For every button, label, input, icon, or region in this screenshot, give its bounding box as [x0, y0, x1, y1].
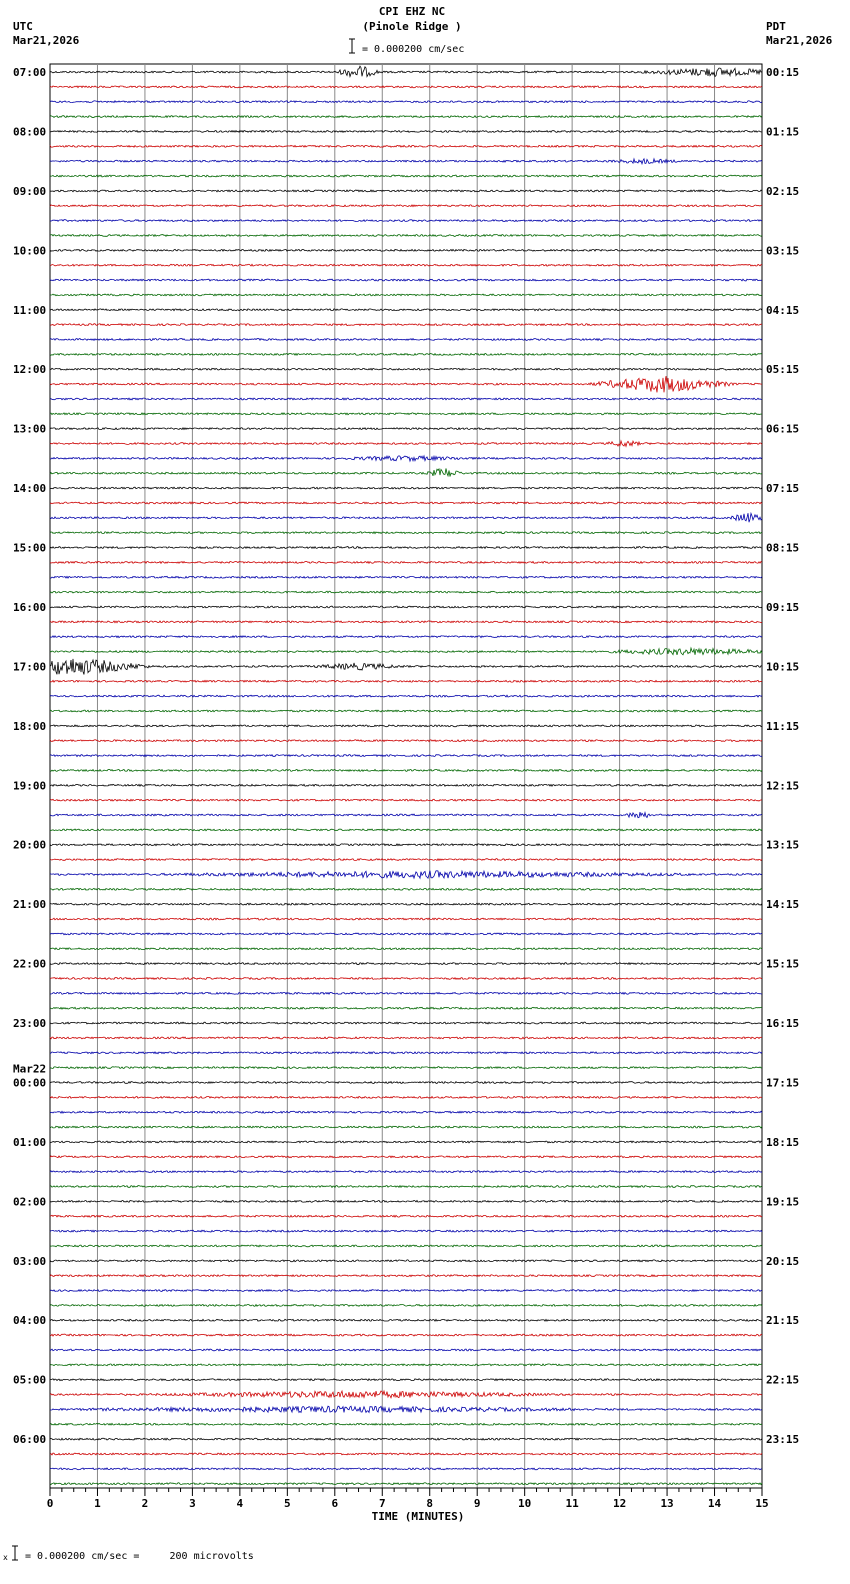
trace-41: [50, 680, 762, 682]
trace-45: [50, 740, 762, 742]
utc-hour-label: 17:00: [13, 660, 47, 674]
x-tick-label: 15: [755, 1497, 769, 1510]
trace-88: [50, 1379, 762, 1381]
scale-label: = 0.000200 cm/sec: [362, 44, 465, 55]
utc-hour-label: 14:00: [13, 482, 47, 496]
trace-35: [50, 591, 762, 593]
trace-22: [50, 398, 762, 400]
trace-90: [50, 1406, 762, 1412]
trace-9: [50, 205, 762, 207]
trace-1: [50, 86, 762, 88]
trace-72: [50, 1141, 762, 1143]
trace-87: [50, 1364, 762, 1366]
trace-36: [50, 606, 762, 608]
trace-51: [50, 829, 762, 831]
pdt-hour-labels: [766, 66, 799, 1446]
trace-54: [50, 871, 762, 879]
pdt-hour-label: 12:15: [766, 779, 800, 793]
x-axis: [47, 1488, 769, 1510]
trace-59: [50, 948, 762, 950]
pdt-hour-label: 06:15: [766, 422, 800, 436]
trace-81: [50, 1275, 762, 1277]
utc-hour-label: 21:00: [13, 898, 47, 912]
utc-hour-label: 15:00: [13, 541, 47, 555]
trace-64: [50, 1022, 762, 1024]
pdt-hour-label: 09:15: [766, 600, 800, 614]
trace-19: [50, 353, 762, 355]
trace-10: [50, 220, 762, 222]
trace-82: [50, 1290, 762, 1292]
trace-62: [50, 992, 762, 994]
trace-58: [50, 933, 762, 935]
x-tick-label: 12: [612, 1497, 627, 1510]
pdt-hour-label: 01:15: [766, 125, 800, 139]
trace-11: [50, 235, 762, 237]
trace-6: [50, 159, 762, 164]
trace-89: [50, 1391, 762, 1398]
trace-76: [50, 1201, 762, 1203]
trace-49: [50, 799, 762, 801]
pdt-hour-label: 15:15: [766, 957, 800, 971]
trace-3: [50, 116, 762, 118]
x-tick-label: 8: [426, 1497, 434, 1510]
trace-50: [50, 812, 762, 818]
trace-33: [50, 562, 762, 564]
utc-hour-label: 12:00: [13, 363, 47, 377]
x-tick-label: 3: [189, 1497, 196, 1510]
x-tick-label: 1: [94, 1497, 101, 1510]
right-timezone: PDT: [766, 20, 786, 33]
footer-scale-label: = 0.000200 cm/sec = 200 microvolts: [25, 1551, 254, 1562]
trace-8: [50, 190, 762, 192]
trace-21: [50, 376, 762, 392]
trace-16: [50, 309, 762, 311]
x-tick-label: 5: [284, 1497, 291, 1510]
pdt-hour-label: 03:15: [766, 244, 800, 258]
trace-65: [50, 1037, 762, 1039]
left-date: Mar21,2026: [13, 34, 80, 47]
trace-93: [50, 1453, 762, 1455]
x-tick-label: 11: [565, 1497, 579, 1510]
trace-66: [50, 1052, 762, 1054]
trace-91: [50, 1423, 762, 1425]
utc-hour-label: 18:00: [13, 719, 47, 733]
trace-86: [50, 1349, 762, 1351]
utc-hour-label: 09:00: [13, 184, 47, 198]
trace-32: [50, 547, 762, 549]
pdt-hour-label: 00:15: [766, 66, 800, 79]
trace-46: [50, 755, 762, 757]
trace-43: [50, 710, 762, 712]
trace-68: [50, 1082, 762, 1084]
trace-71: [50, 1126, 762, 1128]
utc-hour-label: 22:00: [13, 957, 47, 971]
trace-83: [50, 1305, 762, 1307]
plot-frame: [50, 64, 762, 1488]
trace-28: [50, 487, 762, 489]
pdt-hour-label: 08:15: [766, 541, 800, 555]
trace-55: [50, 888, 762, 890]
x-tick-label: 7: [378, 1497, 386, 1510]
trace-31: [50, 532, 762, 534]
right-date: Mar21,2026: [766, 34, 833, 47]
station-title: CPI EHZ NC: [378, 5, 446, 18]
trace-44: [50, 725, 762, 727]
trace-29: [50, 502, 762, 504]
pdt-hour-label: 21:15: [766, 1314, 800, 1328]
pdt-hour-label: 22:15: [766, 1373, 800, 1387]
utc-hour-label: 19:00: [13, 779, 47, 793]
x-tick-label: 2: [141, 1497, 149, 1510]
date-change-label: Mar22: [13, 1062, 47, 1076]
utc-hour-label: 08:00: [13, 125, 47, 139]
trace-14: [50, 279, 762, 281]
station-location: (Pinole Ridge ): [362, 20, 462, 33]
trace-70: [50, 1111, 762, 1113]
pdt-hour-label: 07:15: [766, 482, 800, 496]
scale-bar-icon: [349, 39, 355, 53]
pdt-hour-label: 19:15: [766, 1195, 800, 1209]
trace-52: [50, 844, 762, 846]
trace-17: [50, 324, 762, 326]
trace-39: [50, 648, 762, 655]
trace-20: [50, 368, 762, 370]
utc-hour-label: 20:00: [13, 838, 47, 852]
pdt-hour-label: 13:15: [766, 838, 800, 852]
trace-4: [50, 131, 762, 133]
pdt-hour-label: 14:15: [766, 898, 800, 912]
utc-hour-label: 03:00: [13, 1254, 47, 1268]
utc-hour-label: 11:00: [13, 303, 47, 317]
trace-25: [50, 441, 762, 446]
trace-2: [50, 101, 762, 103]
trace-47: [50, 770, 762, 772]
x-tick-label: 13: [660, 1497, 674, 1510]
trace-95: [50, 1483, 762, 1485]
trace-53: [50, 859, 762, 861]
pdt-hour-label: 02:15: [766, 184, 800, 198]
x-tick-label: 10: [518, 1497, 532, 1510]
trace-18: [50, 339, 762, 341]
pdt-hour-label: 20:15: [766, 1254, 800, 1268]
trace-67: [50, 1067, 762, 1069]
trace-37: [50, 621, 762, 623]
pdt-hour-label: 17:15: [766, 1076, 800, 1090]
trace-75: [50, 1186, 762, 1188]
pdt-hour-label: 05:15: [766, 363, 800, 377]
trace-78: [50, 1230, 762, 1232]
utc-hour-label: 00:00: [13, 1076, 47, 1090]
trace-79: [50, 1245, 762, 1247]
utc-hour-labels: [13, 66, 46, 1446]
trace-56: [50, 903, 762, 905]
trace-7: [50, 175, 762, 177]
utc-hour-label: 10:00: [13, 244, 47, 258]
trace-84: [50, 1319, 762, 1321]
x-axis-label: TIME (MINUTES): [371, 1510, 465, 1523]
utc-hour-label: 01:00: [13, 1135, 47, 1149]
trace-40: [50, 659, 762, 675]
trace-0: [50, 66, 762, 77]
trace-77: [50, 1215, 762, 1217]
utc-hour-label: 07:00: [13, 66, 47, 79]
trace-60: [50, 963, 762, 965]
trace-92: [50, 1438, 762, 1440]
trace-12: [50, 249, 762, 251]
x-tick-label: 4: [236, 1497, 244, 1510]
trace-61: [50, 978, 762, 980]
utc-hour-label: 16:00: [13, 600, 47, 614]
trace-80: [50, 1260, 762, 1262]
trace-34: [50, 576, 762, 578]
x-tick-label: 0: [46, 1497, 54, 1510]
trace-48: [50, 784, 762, 786]
left-timezone: UTC: [13, 20, 33, 33]
trace-13: [50, 264, 762, 266]
utc-hour-label: 13:00: [13, 422, 47, 436]
x-tick-label: 6: [331, 1497, 339, 1510]
utc-hour-label: 06:00: [13, 1433, 47, 1447]
footer-scale-icon: [12, 1546, 18, 1560]
trace-23: [50, 413, 762, 415]
trace-group: [50, 66, 762, 1485]
minute-gridlines: [97, 64, 714, 1488]
pdt-hour-label: 23:15: [766, 1433, 800, 1447]
x-tick-label: 9: [473, 1497, 481, 1510]
utc-hour-label: 02:00: [13, 1195, 47, 1209]
trace-30: [50, 513, 762, 522]
trace-38: [50, 636, 762, 638]
footer-marker: x: [3, 1553, 8, 1562]
utc-hour-label: 05:00: [13, 1373, 47, 1387]
trace-69: [50, 1096, 762, 1098]
pdt-hour-label: 11:15: [766, 719, 800, 733]
trace-27: [50, 468, 762, 476]
pdt-hour-label: 04:15: [766, 303, 800, 317]
trace-85: [50, 1334, 762, 1336]
utc-hour-label: 04:00: [13, 1314, 47, 1328]
pdt-hour-label: 16:15: [766, 1017, 800, 1031]
trace-26: [50, 456, 762, 461]
utc-hour-label: 23:00: [13, 1017, 47, 1031]
trace-5: [50, 145, 762, 147]
trace-74: [50, 1171, 762, 1173]
pdt-hour-label: 10:15: [766, 660, 800, 674]
pdt-hour-label: 18:15: [766, 1135, 800, 1149]
trace-24: [50, 428, 762, 430]
x-tick-label: 14: [707, 1497, 722, 1510]
trace-73: [50, 1156, 762, 1158]
trace-63: [50, 1007, 762, 1009]
trace-15: [50, 294, 762, 296]
trace-42: [50, 695, 762, 697]
trace-94: [50, 1468, 762, 1470]
trace-57: [50, 918, 762, 920]
